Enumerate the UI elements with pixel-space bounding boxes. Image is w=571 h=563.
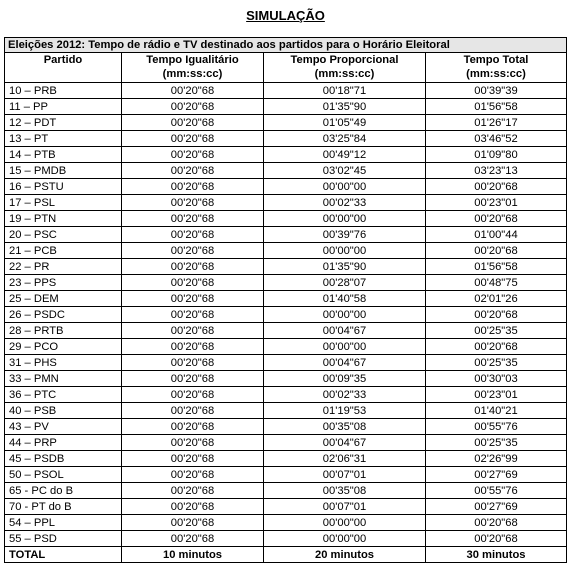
table-row (5, 355, 567, 371)
proportional-time-cell: 00'02"33 (264, 387, 426, 403)
proportional-time-cell: 01'19"53 (264, 403, 426, 419)
equal-time-cell: 00'20"68 (122, 211, 264, 227)
proportional-time-cell: 03'02"45 (264, 163, 426, 179)
header-prop-line1: Tempo Proporcional (290, 54, 399, 66)
total-time-cell: 00'25"35 (426, 355, 567, 371)
party-cell: 13 – PT (5, 131, 122, 147)
party-cell: 45 – PSDB (5, 451, 122, 467)
header-party-label: Partido (43, 54, 83, 66)
total-time-cell: 00'23"01 (426, 195, 567, 211)
table-row (5, 275, 567, 291)
table-row (5, 483, 567, 499)
header-total-line2: (mm:ss:cc) (466, 68, 526, 80)
table-row (5, 403, 567, 419)
equal-time-cell: 00'20"68 (122, 483, 264, 499)
proportional-time-cell: 00'04"67 (264, 323, 426, 339)
total-time-cell: 00'20"68 (426, 243, 567, 259)
total-time-cell: 00'55"76 (426, 483, 567, 499)
page-title: SIMULAÇÃO (246, 8, 325, 23)
total-time-cell: 00'25"35 (426, 435, 567, 451)
equal-time-cell: 00'20"68 (122, 243, 264, 259)
table-row (5, 451, 567, 467)
equal-time-cell: 00'20"68 (122, 99, 264, 115)
total-time-cell: 00'20"68 (426, 339, 567, 355)
total-time-cell: 01'26"17 (426, 115, 567, 131)
equal-time-cell: 00'20"68 (122, 227, 264, 243)
equal-time-cell: 00'20"68 (122, 131, 264, 147)
proportional-time-cell: 00'09"35 (264, 371, 426, 387)
party-cell: 44 – PRP (5, 435, 122, 451)
equal-time-cell: 00'20"68 (122, 275, 264, 291)
party-cell: 11 – PP (5, 99, 122, 115)
total-time-cell: 00'20"68 (426, 179, 567, 195)
equal-time-cell: 00'20"68 (122, 323, 264, 339)
equal-time-cell: 00'20"68 (122, 179, 264, 195)
party-cell: 14 – PTB (5, 147, 122, 163)
equal-time-cell: 00'20"68 (122, 355, 264, 371)
proportional-time-cell: 00'35"08 (264, 483, 426, 499)
proportional-time-cell: 00'00"00 (264, 515, 426, 531)
party-cell: 12 – PDT (5, 115, 122, 131)
party-cell: 26 – PSDC (5, 307, 122, 323)
party-cell: 21 – PCB (5, 243, 122, 259)
equal-time-cell: 00'20"68 (122, 467, 264, 483)
total-time-cell: 00'25"35 (426, 323, 567, 339)
party-cell: 33 – PMN (5, 371, 122, 387)
equal-time-cell: 00'20"68 (122, 195, 264, 211)
table-row (5, 531, 567, 547)
equal-time-cell: 00'20"68 (122, 515, 264, 531)
total-row (5, 547, 567, 563)
table-row (5, 515, 567, 531)
total-time-cell: 01'40"21 (426, 403, 567, 419)
equal-time-cell: 00'20"68 (122, 83, 264, 99)
party-cell: 16 – PSTU (5, 179, 122, 195)
party-cell: 20 – PSC (5, 227, 122, 243)
total-time-cell: 00'20"68 (426, 211, 567, 227)
header-total-line1: Tempo Total (463, 54, 529, 66)
total-time-cell: 00'27"69 (426, 467, 567, 483)
total-time-cell: 01'09"80 (426, 147, 567, 163)
header-proportional-time (264, 53, 426, 83)
table-caption: Eleições 2012: Tempo de rádio e TV destinado aos partidos para o Horário Eleitoral (5, 38, 567, 53)
total-time-cell: 00'20"68 (426, 515, 567, 531)
total-label: TOTAL (5, 547, 122, 563)
party-cell: 36 – PTC (5, 387, 122, 403)
header-equal-line2: (mm:ss:cc) (162, 68, 223, 80)
table-row (5, 99, 567, 115)
proportional-time-cell: 01'35"90 (264, 259, 426, 275)
party-cell: 55 – PSD (5, 531, 122, 547)
total-time-cell: 00'20"68 (426, 531, 567, 547)
proportional-time-cell: 00'00"00 (264, 211, 426, 227)
airtime-table (4, 37, 567, 563)
party-cell: 50 – PSOL (5, 467, 122, 483)
table-row (5, 243, 567, 259)
total-time-cell: 03'46"52 (426, 131, 567, 147)
total-equal: 10 minutos (122, 547, 264, 563)
party-cell: 31 – PHS (5, 355, 122, 371)
total-time-cell: 00'23"01 (426, 387, 567, 403)
party-cell: 54 – PPL (5, 515, 122, 531)
header-equal-time (122, 53, 264, 83)
total-total: 30 minutos (426, 547, 567, 563)
proportional-time-cell: 01'35"90 (264, 99, 426, 115)
party-cell: 25 – DEM (5, 291, 122, 307)
proportional-time-cell: 02'06"31 (264, 451, 426, 467)
table-row (5, 147, 567, 163)
total-time-cell: 01'00"44 (426, 227, 567, 243)
proportional-time-cell: 00'00"00 (264, 243, 426, 259)
table-row (5, 339, 567, 355)
equal-time-cell: 00'20"68 (122, 531, 264, 547)
table-row (5, 83, 567, 99)
proportional-time-cell: 00'04"67 (264, 355, 426, 371)
equal-time-cell: 00'20"68 (122, 451, 264, 467)
total-time-cell: 00'30"03 (426, 371, 567, 387)
proportional-time-cell: 00'28"07 (264, 275, 426, 291)
party-cell: 65 - PC do B (5, 483, 122, 499)
total-time-cell: 02'01"26 (426, 291, 567, 307)
proportional-time-cell: 00'00"00 (264, 179, 426, 195)
party-cell: 28 – PRTB (5, 323, 122, 339)
header-party (5, 53, 122, 83)
table-row (5, 195, 567, 211)
proportional-time-cell: 01'40"58 (264, 291, 426, 307)
proportional-time-cell: 00'49"12 (264, 147, 426, 163)
table-row (5, 259, 567, 275)
proportional-time-cell: 00'35"08 (264, 419, 426, 435)
table-row (5, 323, 567, 339)
table-row (5, 307, 567, 323)
table-row (5, 163, 567, 179)
proportional-time-cell: 00'18"71 (264, 83, 426, 99)
party-cell: 29 – PCO (5, 339, 122, 355)
equal-time-cell: 00'20"68 (122, 307, 264, 323)
table-row (5, 387, 567, 403)
total-time-cell: 01'56"58 (426, 259, 567, 275)
party-cell: 17 – PSL (5, 195, 122, 211)
equal-time-cell: 00'20"68 (122, 371, 264, 387)
total-time-cell: 00'27"69 (426, 499, 567, 515)
table-row (5, 131, 567, 147)
equal-time-cell: 00'20"68 (122, 291, 264, 307)
proportional-time-cell: 00'39"76 (264, 227, 426, 243)
equal-time-cell: 00'20"68 (122, 147, 264, 163)
table-row (5, 115, 567, 131)
total-time-cell: 00'20"68 (426, 307, 567, 323)
equal-time-cell: 00'20"68 (122, 259, 264, 275)
proportional-time-cell: 00'02"33 (264, 195, 426, 211)
table-row (5, 499, 567, 515)
table-body (5, 83, 567, 547)
equal-time-cell: 00'20"68 (122, 435, 264, 451)
header-equal-line1: Tempo Igualitário (146, 54, 239, 66)
table-row (5, 467, 567, 483)
equal-time-cell: 00'20"68 (122, 339, 264, 355)
proportional-time-cell: 00'00"00 (264, 307, 426, 323)
equal-time-cell: 00'20"68 (122, 163, 264, 179)
party-cell: 43 – PV (5, 419, 122, 435)
equal-time-cell: 00'20"68 (122, 387, 264, 403)
table-row (5, 419, 567, 435)
proportional-time-cell: 03'25"84 (264, 131, 426, 147)
party-cell: 23 – PPS (5, 275, 122, 291)
table-row (5, 227, 567, 243)
total-time-cell: 00'39"39 (426, 83, 567, 99)
party-cell: 19 – PTN (5, 211, 122, 227)
header-total-time (426, 53, 567, 83)
table-row (5, 435, 567, 451)
total-time-cell: 00'48"75 (426, 275, 567, 291)
proportional-time-cell: 00'00"00 (264, 339, 426, 355)
party-cell: 70 - PT do B (5, 499, 122, 515)
total-time-cell: 00'55"76 (426, 419, 567, 435)
equal-time-cell: 00'20"68 (122, 115, 264, 131)
proportional-time-cell: 00'00"00 (264, 531, 426, 547)
table-row (5, 211, 567, 227)
table-row (5, 291, 567, 307)
party-cell: 15 – PMDB (5, 163, 122, 179)
total-time-cell: 02'26"99 (426, 451, 567, 467)
total-time-cell: 03'23"13 (426, 163, 567, 179)
proportional-time-cell: 00'07"01 (264, 467, 426, 483)
equal-time-cell: 00'20"68 (122, 403, 264, 419)
table-row (5, 179, 567, 195)
total-time-cell: 01'56"58 (426, 99, 567, 115)
party-cell: 40 – PSB (5, 403, 122, 419)
header-prop-line2: (mm:ss:cc) (314, 68, 375, 80)
party-cell: 10 – PRB (5, 83, 122, 99)
proportional-time-cell: 00'07"01 (264, 499, 426, 515)
total-proportional: 20 minutos (264, 547, 426, 563)
table-row (5, 371, 567, 387)
proportional-time-cell: 01'05"49 (264, 115, 426, 131)
equal-time-cell: 00'20"68 (122, 499, 264, 515)
equal-time-cell: 00'20"68 (122, 419, 264, 435)
party-cell: 22 – PR (5, 259, 122, 275)
proportional-time-cell: 00'04"67 (264, 435, 426, 451)
